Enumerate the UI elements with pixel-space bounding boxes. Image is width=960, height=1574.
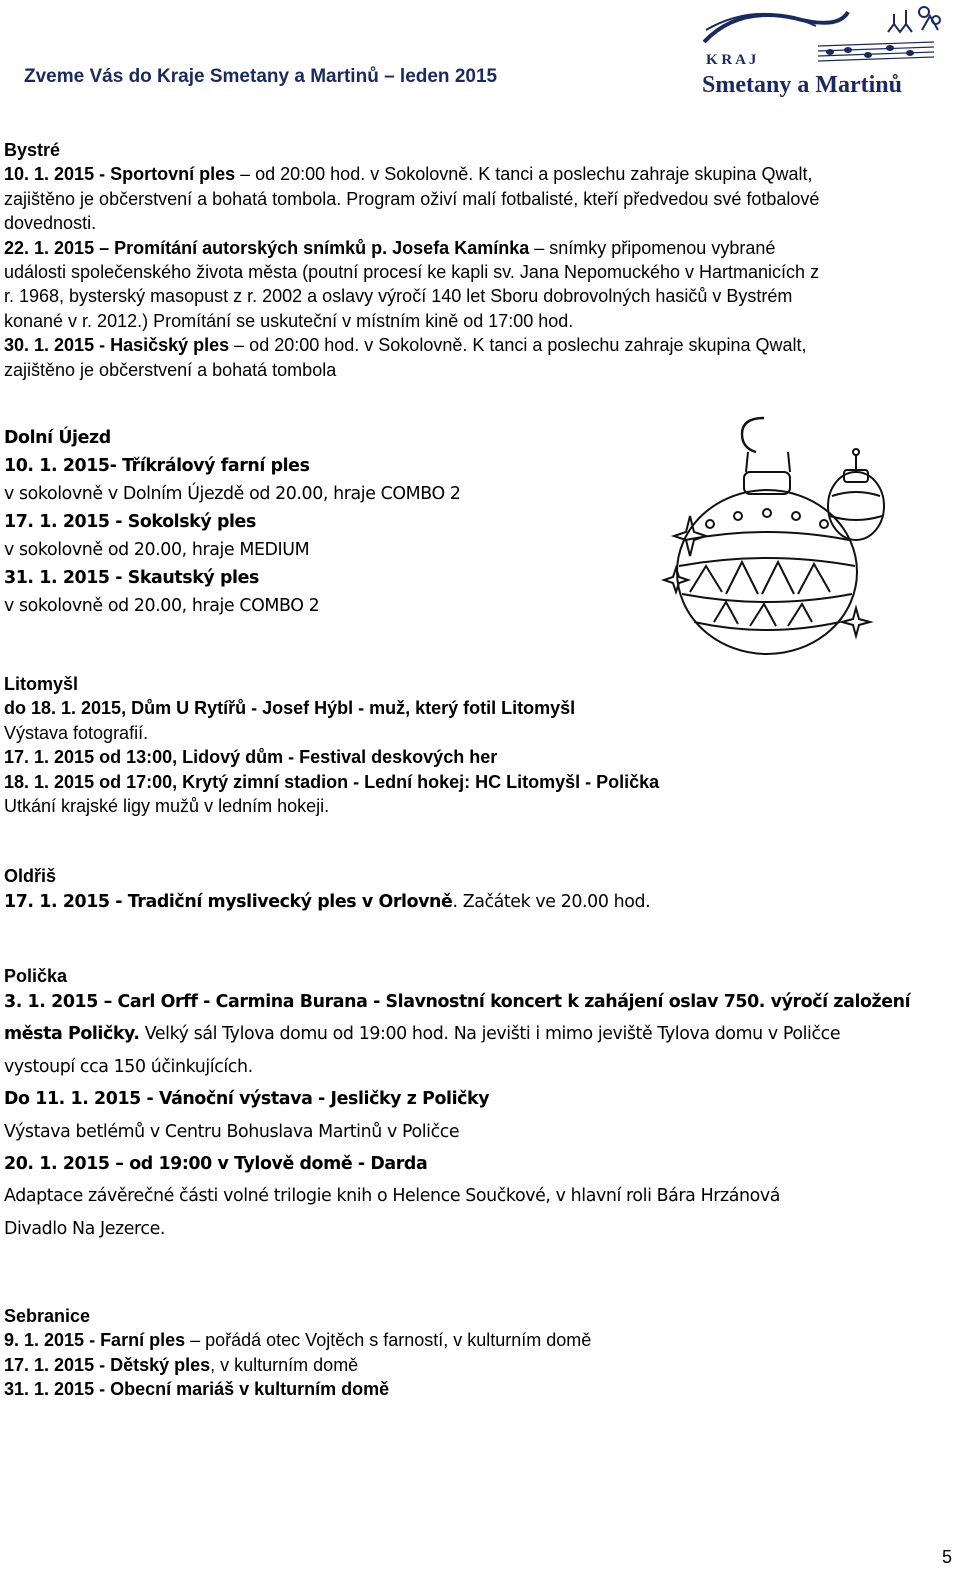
event-title: do 18. 1. 2015, Dům U Rytířů - Josef Hýbl - muž, který fotil Litomyšl [4,698,576,719]
event-title: 10. 1. 2015- Tříkrálový farní ples [4,456,310,476]
event-title: 10. 1. 2015 - Sportovní ples [4,164,236,185]
event-text: r. 1968, bysterský masopust z r. 2002 a oslavy výročí 140 let Sboru dobrovolných hasičů v Bystrém [4,286,793,307]
section-litomysl [4,672,952,818]
event-title: 30. 1. 2015 - Hasičský ples [4,335,230,356]
event-title: 31. 1. 2015 - Obecní mariáš v kulturním domě [4,1379,390,1400]
event-title: města Poličky. [4,1024,140,1045]
event-text: Velký sál Tylova domu od 19:00 hod. Na jevišti i mimo jeviště Tylova domu v Poličce [139,1024,841,1045]
event-text: – pořádá otec Vojtěch s farností, v kulturním domě [185,1330,592,1351]
event-text: . Začátek ve 20.00 hod. [452,892,651,912]
section-oldris [4,864,952,888]
town-heading: Sebranice [4,1306,91,1326]
event-text: Výstava fotografií. [4,722,149,743]
event-text: v sokolovně v Dolním Újezdě od 20.00, hraje COMBO 2 [4,484,461,504]
event-text: konané v r. 2012.) Promítání se uskuteční v místním kině od 17:00 hod. [4,310,574,331]
event-title: 31. 1. 2015 - Skautský ples [4,568,259,588]
logo-top-text: K R A J [706,52,757,68]
event-text: zajištěno je občerstvení a bohatá tombola. Program oživí malí fotbalisté, kteří předvedou své fotbalové [4,188,820,209]
event-text: události společenského života města (poutní procesí ke kapli sv. Jana Nepomuckého v Hartmanicích z [4,262,820,283]
event-text: Utkání krajské ligy mužů v ledním hokeji. [4,796,330,817]
town-heading: Litomyšl [4,674,79,694]
oldris-event [4,888,952,916]
event-text: Výstava betlémů v Centru Bohuslava Martinů v Poličce [4,1121,460,1142]
event-text: , v kulturním domě [210,1354,359,1375]
event-text: Divadlo Na Jezerce. [4,1218,166,1239]
event-text: zajištěno je občerstvení a bohatá tombola [4,359,337,380]
event-title: 9. 1. 2015 - Farní ples [4,1330,186,1351]
event-title: Do 11. 1. 2015 - Vánoční výstava - Jesličky z Poličky [4,1089,490,1110]
town-heading: Polička [4,966,68,986]
christmas-ornament-illustration [660,412,890,660]
event-title: 17. 1. 2015 - Tradiční myslivecký ples v Orlovně [4,892,453,912]
town-heading: Bystré [4,140,61,160]
event-title: 22. 1. 2015 – Promítání autorských snímků p. Josefa Kamínka [4,237,530,258]
section-sebranice [4,1304,952,1402]
policka-events [4,986,952,1245]
page-number: 5 [941,1547,952,1567]
section-bystre [4,138,952,382]
event-text: – od 20:00 hod. v Sokolovně. K tanci a poslechu zahraje skupina Qwalt, [229,335,807,356]
event-title: 3. 1. 2015 – Carl Orff - Carmina Burana - Slavnostní koncert k zahájení oslav 750. výročí založení [4,992,911,1012]
town-heading: Dolní Újezd [4,428,111,448]
section-policka [4,964,952,988]
event-title: 17. 1. 2015 - Dětský ples [4,1354,211,1375]
kraj-smetany-logo [698,2,946,100]
event-title: 17. 1. 2015 od 13:00, Lidový dům - Festival deskových her [4,747,498,768]
event-text: – snímky připomenou vybrané [529,237,776,258]
event-text: v sokolovně od 20.00, hraje COMBO 2 [4,596,320,616]
page-title: Zveme Vás do Kraje Smetany a Martinů – leden 2015 [24,66,498,87]
event-text: dovednosti. [4,213,97,234]
event-text: Adaptace závěrečné části volné trilogie knih o Helence Součkové, v hlavní roli Bára Hrzánová [4,1186,780,1207]
event-text: vystoupí cca 150 účinkujících. [4,1056,253,1077]
event-text: v sokolovně od 20.00, hraje MEDIUM [4,540,310,560]
event-title: 20. 1. 2015 – od 19:00 v Tylově domě - Darda [4,1154,428,1175]
event-title: 18. 1. 2015 od 17:00, Krytý zimní stadion - Lední hokej: HC Litomyšl - Polička [4,771,660,792]
town-heading: Oldřiš [4,866,57,886]
logo-bottom-text: Smetany a Martinů [702,72,902,98]
event-title: 17. 1. 2015 - Sokolský ples [4,512,256,532]
event-text: – od 20:00 hod. v Sokolovně. K tanci a poslechu zahraje skupina Qwalt, [235,164,813,185]
